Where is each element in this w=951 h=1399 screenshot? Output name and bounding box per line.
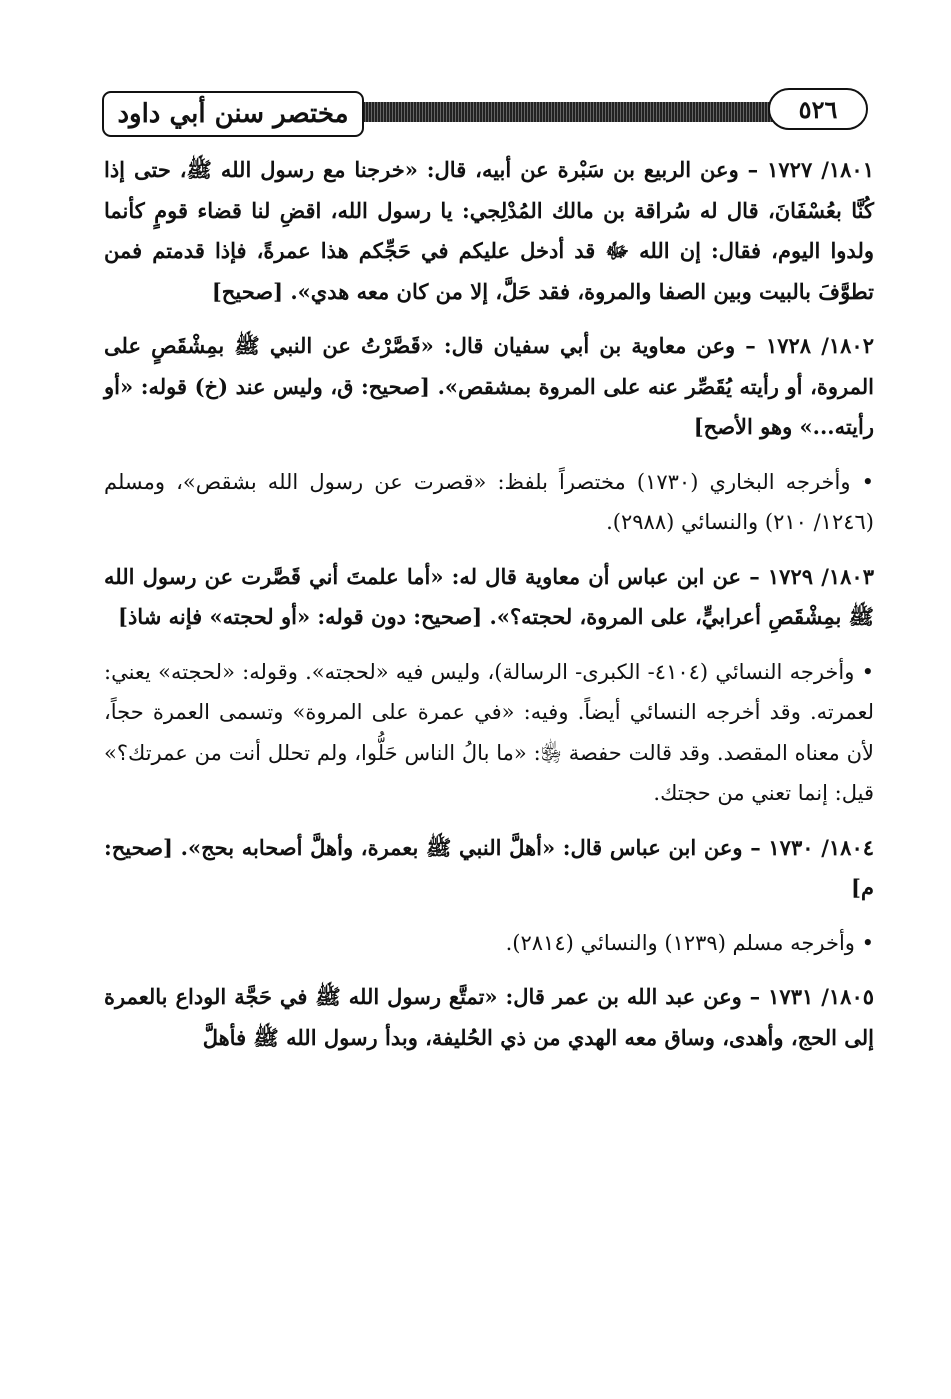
takhrij-note-1803: • وأخرجه النسائي (٤١٠٤- الكبرى- الرسالة)، وليس فيه «لحجته». وقوله: «لحجته» يعني: لعمرته. وقد أخرجه النسائي أيضاً. وفيه: «في عمرة على المروة» وتسمى العمرة حجاً، لأن معناه المقصد. وقد قالت حفصة ﵂: «ما بالُ الناس حَلُّوا، ولم تحلل أنت من عمرتك؟» قيل: إنما تعني من حجتك. bbox=[104, 659, 874, 805]
hadith-1802: ١٨٠٢/ ١٧٢٨ – وعن معاوية بن أبي سفيان قال: «قَصَّرْتُ عن النبي ﷺ بمِشْقَصٍ على المروة، أو رأيته يُقَصِّر عنه على المروة بمشقص». [صحيح: ق، وليس عند (خ) قوله: «أو رأيته...» وهو الأصح] bbox=[104, 333, 874, 439]
page-body bbox=[104, 150, 874, 1058]
hadith-1805: ١٨٠٥/ ١٧٣١ – وعن عبد الله بن عمر قال: «تمتَّع رسول الله ﷺ في حَجَّة الوداع بالعمرة إلى الحج، وأهدى، وساق معه الهدي من ذي الحُليفة، وبدأ رسول الله ﷺ فأهلَّ bbox=[104, 984, 875, 1050]
hadith-1804: ١٨٠٤/ ١٧٣٠ – وعن ابن عباس قال: «أهلَّ النبي ﷺ بعمرة، وأهلَّ أصحابه بحج». [صحيح: م] bbox=[104, 834, 875, 900]
hadith-1801: ١٨٠١/ ١٧٢٧ – وعن الربيع بن سَبْرة عن أبيه، قال: «خرجنا مع رسول الله ﷺ، حتى إذا كُنَّا بعُسْفَانَ، قال له سُراقة بن مالك المُدْلِجي: يا رسول الله، اقضِ لنا قضاء قومٍ كأنما ولدوا اليوم، فقال: إن الله ﷻ قد أدخل عليكم في حَجِّكم هذا عمرةً، فإذا قدمتم فمن تطوَّفَ بالبيت وبين الصفا والمروة، فقد حَلَّ، إلا من كان معه هدي». [صحيح] bbox=[104, 157, 874, 304]
page-number: ٥٢٦ bbox=[768, 88, 868, 130]
page-header bbox=[96, 88, 878, 140]
book-title: مختصر سنن أبي داود bbox=[102, 91, 364, 137]
takhrij-note-1804: • وأخرجه مسلم (١٢٣٩) والنسائي (٢٨١٤). bbox=[505, 930, 874, 955]
takhrij-note-1802: • وأخرجه البخاري (١٧٣٠) مختصراً بلفظ: «قصرت عن رسول الله بشقص»، ومسلم (١٢٤٦/ ٢١٠) والنسائي (٢٩٨٨). bbox=[104, 469, 874, 534]
hadith-1803: ١٨٠٣/ ١٧٢٩ – عن ابن عباس أن معاوية قال له: «أما علمتَ أني قَصَّرت عن رسول الله ﷺ بمِشْقَصِ أعرابيٍّ، على المروة، لحجته؟». [صحيح: دون قوله: «أو لحجته» فإنه شاذ] bbox=[104, 563, 874, 629]
